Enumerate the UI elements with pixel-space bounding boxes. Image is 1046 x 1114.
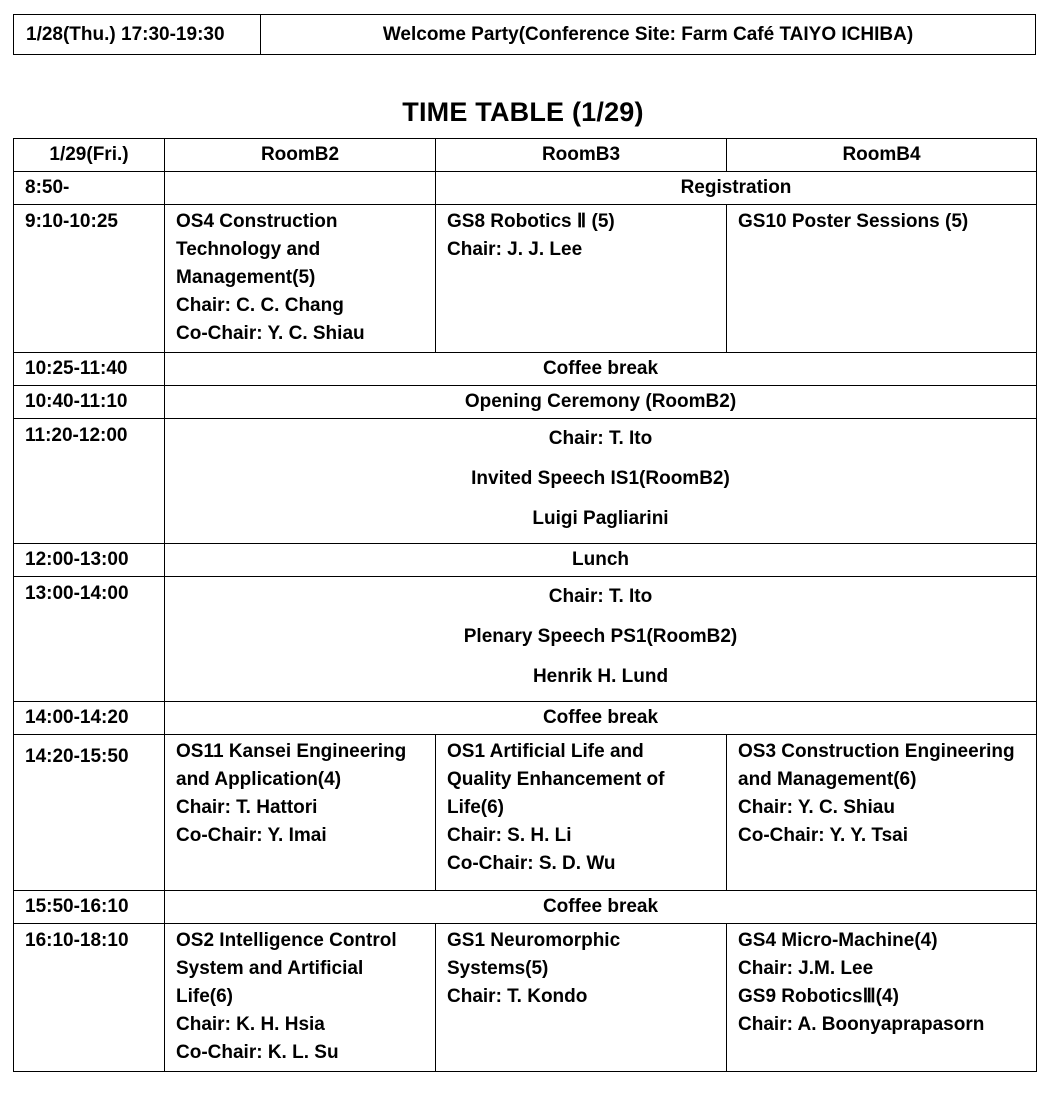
page-title: TIME TABLE (1/29) [402,97,644,127]
table-row [14,205,1037,353]
table-row [14,386,1037,419]
time-cell: 9:10-10:25 [14,205,165,353]
table-row [14,172,1037,205]
session-line: System and Artificial [176,958,364,979]
chair-line: Chair: T. Ito [548,586,653,607]
time-cell: 11:20-12:00 [14,419,165,544]
co-chair-line: Co-Chair: S. D. Wu [447,853,616,874]
session-line: OS2 Intelligence Control [176,930,397,951]
time-cell: 10:40-11:10 [14,386,165,419]
session-cell-b3 [436,205,727,353]
chair-line: Chair: Y. C. Shiau [738,797,895,818]
welcome-party-row [14,15,1036,55]
time-cell: 13:00-14:00 [14,577,165,702]
invited-speech-cell [165,419,1037,544]
welcome-party-table [13,14,1036,55]
welcome-event: Welcome Party(Conference Site: Farm Café TAIYO ICHIBA) [261,15,1036,55]
time-cell: 14:20-15:50 [14,735,165,891]
co-chair-line: Co-Chair: Y. C. Shiau [176,323,365,344]
time-cell: 10:25-11:40 [14,353,165,386]
session-line: GS8 Robotics Ⅱ (5) [447,211,615,232]
table-row [14,924,1037,1072]
chair-line: Chair: S. H. Li [447,825,572,846]
session-line: OS4 Construction [176,211,338,232]
session-cell-b2 [165,924,436,1072]
opening-ceremony-cell: Opening Ceremony (RoomB2) [165,386,1037,419]
header-date: 1/29(Fri.) [14,139,165,172]
header-room-b4: RoomB4 [727,139,1037,172]
speaker-line: Luigi Pagliarini [532,508,669,529]
chair-line: Chair: J.M. Lee [738,958,874,979]
chair-line: Chair: A. Boonyaprapasorn [738,1014,985,1035]
time-cell: 15:50-16:10 [14,891,165,924]
co-chair-line: Co-Chair: K. L. Su [176,1042,339,1063]
session-cell-b4 [727,205,1037,353]
session-line: Management(5) [176,267,316,288]
session-line: OS3 Construction Engineering [738,741,1015,762]
chair-line: Chair: T. Ito [548,428,653,449]
coffee-break-cell: Coffee break [165,353,1037,386]
table-row [14,419,1037,544]
session-line: and Application(4) [176,769,342,790]
session-line: OS11 Kansei Engineering [176,741,407,762]
table-row [14,702,1037,735]
plenary-speech-cell [165,577,1037,702]
session-line: Systems(5) [447,958,549,979]
lunch-cell: Lunch [165,544,1037,577]
speech-title-line: Plenary Speech PS1(RoomB2) [463,626,738,647]
session-line: GS1 Neuromorphic [447,930,621,951]
session-line: Life(6) [176,986,233,1007]
session-cell-b2 [165,172,436,205]
session-cell-b3 [436,735,727,891]
chair-line: Chair: C. C. Chang [176,295,344,316]
session-cell-b4 [727,924,1037,1072]
session-line: Technology and [176,239,321,260]
session-line: GS9 RoboticsⅢ(4) [738,986,899,1007]
session-cell-b2 [165,205,436,353]
table-row [14,735,1037,891]
session-line: Life(6) [447,797,504,818]
welcome-date-time: 1/28(Thu.) 17:30-19:30 [14,15,261,55]
session-line: GS4 Micro-Machine(4) [738,930,938,951]
session-line: OS1 Artificial Life and [447,741,644,762]
table-row [14,353,1037,386]
session-line: GS10 Poster Sessions (5) [738,211,969,232]
co-chair-line: Co-Chair: Y. Imai [176,825,327,846]
time-cell: 8:50- [14,172,165,205]
header-room-b2: RoomB2 [165,139,436,172]
header-room-b3: RoomB3 [436,139,727,172]
time-cell: 12:00-13:00 [14,544,165,577]
table-row [14,577,1037,702]
chair-line: Chair: K. H. Hsia [176,1014,325,1035]
co-chair-line: Co-Chair: Y. Y. Tsai [738,825,908,846]
session-cell-b3 [436,924,727,1072]
session-line: Quality Enhancement of [447,769,665,790]
speech-title-line: Invited Speech IS1(RoomB2) [471,468,730,489]
time-cell: 14:00-14:20 [14,702,165,735]
session-line: and Management(6) [738,769,917,790]
session-cell-b4 [727,735,1037,891]
coffee-break-cell: Coffee break [165,891,1037,924]
registration-cell: Registration [436,172,1037,205]
chair-line: Chair: T. Kondo [447,986,588,1007]
chair-line: Chair: T. Hattori [176,797,318,818]
time-table [13,138,1037,1072]
session-cell-b2 [165,735,436,891]
header-row [14,139,1037,172]
speaker-line: Henrik H. Lund [532,666,669,687]
coffee-break-cell: Coffee break [165,702,1037,735]
chair-line: Chair: J. J. Lee [447,239,583,260]
table-row [14,891,1037,924]
table-row [14,544,1037,577]
time-cell: 16:10-18:10 [14,924,165,1072]
